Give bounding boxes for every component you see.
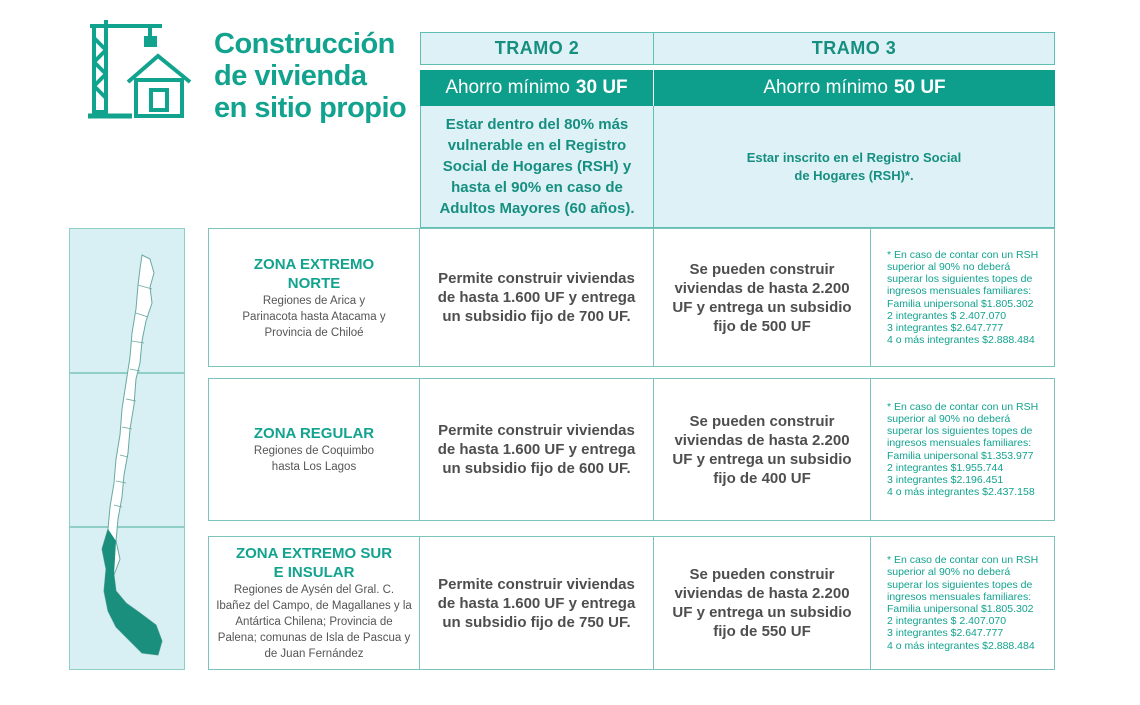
title-line: de vivienda xyxy=(214,60,367,92)
tramo2-requisito: Estar dentro del 80% más vulnerable en el Registro Social de Hogares (RSH) y hasta el 90% en caso de Adultos Mayores (60 años). xyxy=(420,106,654,228)
tramo3-ahorro xyxy=(654,70,1055,106)
tramo2-text: Permite construir viviendas de hasta 1.600 UF y entrega un subsidio fijo de 700 UF. xyxy=(437,270,636,325)
income-note xyxy=(871,379,1054,520)
tramo2-ahorro xyxy=(420,70,654,106)
note-line: superar los siguientes topes de xyxy=(887,273,1033,286)
note-line: 3 integrantes $2.647.777 xyxy=(887,627,1004,640)
note-line: * En caso de contar con un RSH xyxy=(887,554,1039,567)
note-line: superior al 90% no deberá xyxy=(887,412,1011,425)
note-line: ingresos mensuales familiares: xyxy=(887,590,1032,603)
zona-row xyxy=(208,378,1055,521)
zona-cell xyxy=(209,537,420,669)
note-line: 4 o más integrantes $2.888.484 xyxy=(887,639,1035,652)
zona-subtitle: Regiones de Arica y Parinacota hasta Atacama y Provincia de Chiloé xyxy=(242,294,386,339)
zona-cell xyxy=(209,379,420,520)
zona-row xyxy=(208,228,1055,367)
tramo3-cell xyxy=(654,537,871,669)
tramo3-requisito: Estar inscrito en el Registro Social de Hogares (RSH)*. xyxy=(654,106,1055,228)
tramo3-header: TRAMO 3 xyxy=(654,32,1055,65)
crane-house-icon xyxy=(88,18,196,122)
zona-subtitle: Regiones de Aysén del Gral. C. Ibañez del Campo, de Magallanes y la Antártica Chilena; Provincia de Palena; comunas de Isla de Pascua y de Juan Fernández xyxy=(216,584,412,660)
tramo2-cell xyxy=(420,379,654,520)
note-line: 3 integrantes $2.196.451 xyxy=(887,473,1004,486)
note-line: 2 integrantes $ 2.407.070 xyxy=(887,309,1007,322)
zona-subtitle: Regiones de Coquimbo hasta Los Lagos xyxy=(253,445,375,473)
note-line: Familia unipersonal $1.805.302 xyxy=(887,603,1034,615)
note-line: 2 integrantes $ 2.407.070 xyxy=(887,615,1007,628)
ahorro-value: 50 UF xyxy=(893,77,946,98)
note-line: * En caso de contar con un RSH xyxy=(887,248,1039,261)
zona-cell xyxy=(209,229,420,366)
zona-title: ZONA REGULAR xyxy=(253,425,375,442)
tramo3-cell xyxy=(654,229,871,366)
chile-map-panel xyxy=(69,228,185,670)
note-line: ingresos mensuales familiares: xyxy=(887,285,1032,298)
note-line: ingresos mensuales familiares: xyxy=(887,437,1032,450)
page-title xyxy=(214,28,424,124)
ahorro-label: Ahorro mínimo xyxy=(763,77,888,98)
note-line: 4 o más integrantes $2.888.484 xyxy=(887,334,1035,347)
tramo2-text: Permite construir viviendas de hasta 1.600 UF y entrega un subsidio fijo de 750 UF. xyxy=(437,575,636,631)
tramo3-text: Se pueden construir viviendas de hasta 2.200 UF y entrega un subsidio fijo de 400 UF xyxy=(672,412,852,487)
note-line: Familia unipersonal $1.353.977 xyxy=(887,449,1034,462)
note-line: 4 o más integrantes $2.437.158 xyxy=(887,486,1035,499)
zona-row xyxy=(208,536,1055,670)
note-line: 2 integrantes $1.955.744 xyxy=(887,461,1004,474)
note-line: superar los siguientes topes de xyxy=(887,578,1033,591)
chile-map-icon xyxy=(70,229,186,671)
title-line: Construcción xyxy=(214,28,395,60)
income-note xyxy=(871,537,1054,669)
ahorro-label: Ahorro mínimo xyxy=(445,77,570,98)
tramo2-cell xyxy=(420,537,654,669)
tramo3-text: Se pueden construir viviendas de hasta 2.200 UF y entrega un subsidio fijo de 500 UF xyxy=(672,260,852,335)
tramo3-text: Se pueden construir viviendas de hasta 2.200 UF y entrega un subsidio fijo de 550 UF xyxy=(672,566,852,640)
note-line: superior al 90% no deberá xyxy=(887,566,1011,579)
tramo2-cell xyxy=(420,229,654,366)
tramo2-text: Permite construir viviendas de hasta 1.600 UF y entrega un subsidio fijo de 600 UF. xyxy=(437,422,636,477)
ahorro-value: 30 UF xyxy=(575,77,628,98)
note-line: superior al 90% no deberá xyxy=(887,260,1011,273)
income-note xyxy=(871,229,1054,366)
title-line: en sitio propio xyxy=(214,92,407,124)
note-line: * En caso de contar con un RSH xyxy=(887,400,1039,413)
tramo3-cell xyxy=(654,379,871,520)
note-line: superar los siguientes topes de xyxy=(887,425,1033,438)
zona-title: ZONA EXTREMO NORTE xyxy=(253,255,375,292)
zona-title: ZONA EXTREMO SUR E INSULAR xyxy=(235,545,393,581)
tramo2-header: TRAMO 2 xyxy=(420,32,654,65)
note-line: Familia unipersonal $1.805.302 xyxy=(887,297,1034,310)
note-line: 3 integrantes $2.647.777 xyxy=(887,321,1004,334)
